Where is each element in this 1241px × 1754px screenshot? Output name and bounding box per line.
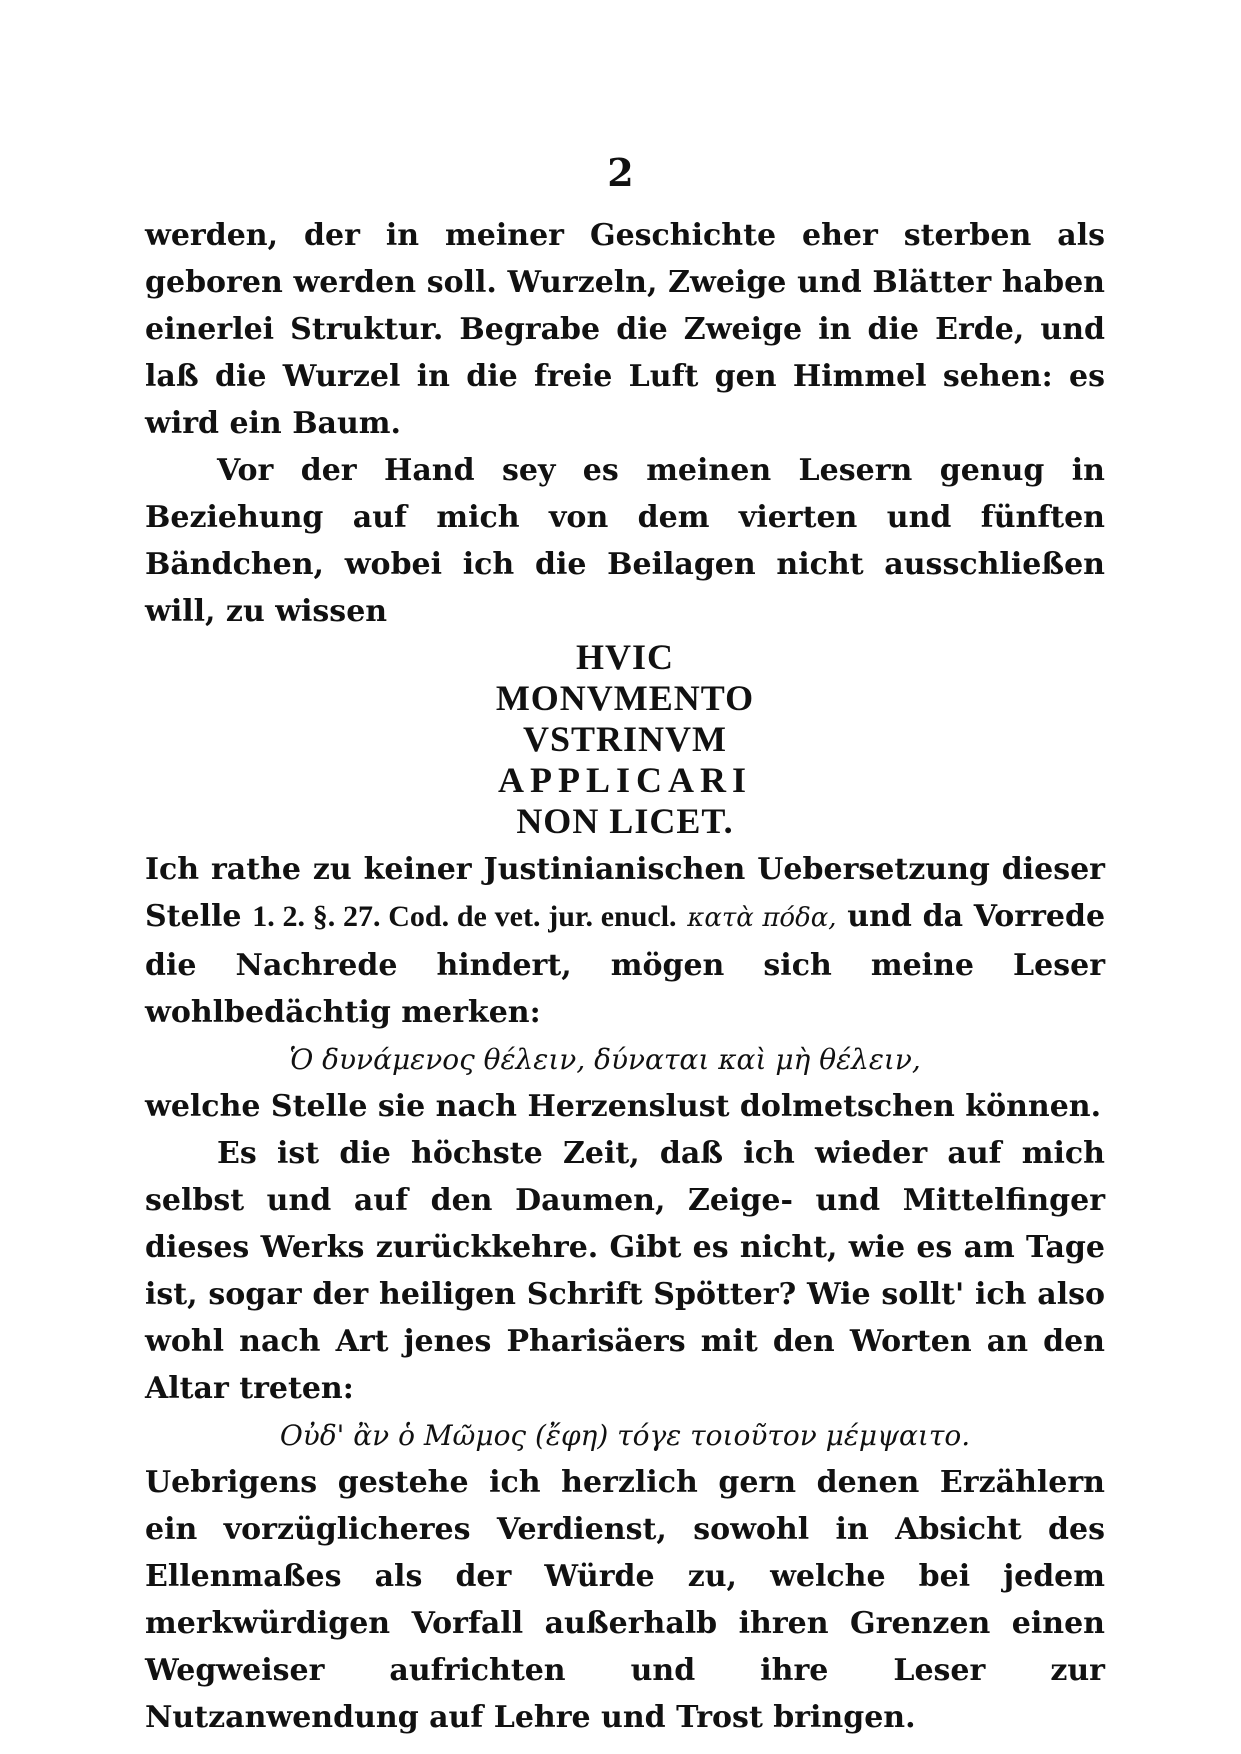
inscription-line-3: VSTRINVM <box>522 719 727 759</box>
codex-reference: 1. 2. §. 27. Cod. de vet. jur. enucl. <box>252 900 677 933</box>
paragraph-3 <box>145 846 1105 1036</box>
paragraph-3-line-1: Ich rathe zu keiner Justinianischen Uebersetzung dieser Stelle <box>145 852 1105 934</box>
greek-inline-phrase: κατὰ πόδα, <box>687 903 837 933</box>
paragraph-3-line-3: Vorrede die Nachrede hindert, mögen sich meine Leser wohlbedächtig merken: <box>145 899 1106 1030</box>
paragraph-4: welche Stelle sie nach Herzenslust dolmetschen können. <box>145 1089 1102 1124</box>
body-text <box>145 212 1105 1741</box>
paragraph-2: Vor der Hand sey es meinen Lesern genug in Beziehung auf mich von dem vierten und fünften Bändchen, wobei ich die Beilagen nicht ausschließen will, zu wissen <box>145 453 1105 629</box>
latin-inscription <box>145 637 1105 842</box>
inscription-line-4: APPLICARI <box>497 760 752 800</box>
paragraph-6: Uebrigens gestehe ich herzlich gern denen Erzählern ein vorzüglicheres Verdienst, sowohl in Absicht des Ellenmaßes als der Würde zu, welche bei jedem merkwürdigen Vorfall außerhalb ihren Grenzen einen Wegweiser aufrichten und ihre Leser zur Nutzanwendung auf Lehre und Trost bringen. <box>145 1465 1105 1735</box>
paragraph-5: Es ist die höchste Zeit, daß ich wieder auf mich selbst und auf den Daumen, Zeige- und Mittelfinger dieses Werks zurückkehre. Gibt es nicht, wie es am Tage ist, sogar der heiligen Schrift Spötter? Wie sollt' ich also wohl nach Art jenes Pharisäers mit den Worten an den Altar treten: <box>145 1136 1105 1406</box>
inscription-line-5: NON LICET. <box>516 801 734 841</box>
inscription-line-1: HVIC <box>575 637 674 677</box>
paragraph-1: werden, der in meiner Geschichte eher sterben als geboren werden soll. Wurzeln, Zweige und Blätter haben einerlei Struktur. Begrabe die Zweige in die Erde, und laß die Wurzel in die freie Luft gen Himmel sehen: es wird ein Baum. <box>145 218 1105 441</box>
inscription-line-2: MONVMENTO <box>495 678 755 718</box>
page-number: 2 <box>607 150 634 195</box>
greek-quote-2: Οὐδ' ἂν ὁ Μῶμος (ἔφη) τόγε τοιοῦτον μέμψαιτο. <box>279 1419 971 1452</box>
paragraph-3-continuation: und da <box>847 899 964 934</box>
greek-quote-1: Ὁ δυνάμενος θέλειν, δύναται καὶ μὴ θέλειν, <box>289 1043 921 1076</box>
